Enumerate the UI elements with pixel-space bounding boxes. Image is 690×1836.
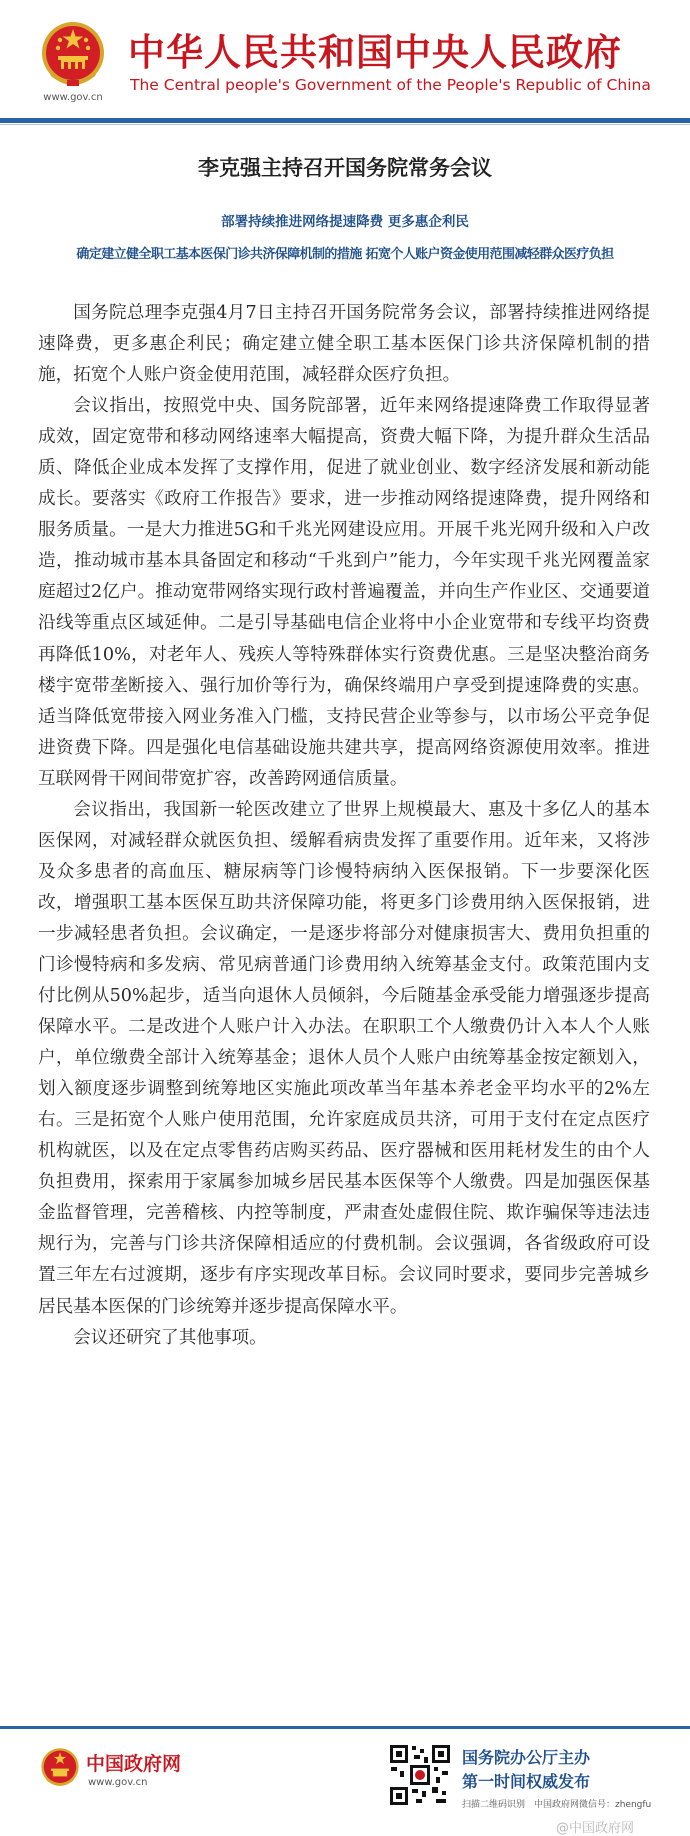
- site-header: [0, 0, 690, 118]
- qr-code-icon: [388, 1743, 452, 1807]
- watermark: @中国政府网: [556, 1821, 635, 1836]
- footer-site-name[interactable]: 中国政府网: [86, 1753, 182, 1775]
- footer-slogan-1: 国务院办公厅主办: [462, 1748, 591, 1767]
- site-title-en: The Central people's Government of the People's Republic of China: [130, 76, 651, 94]
- national-emblem-icon: [40, 1747, 80, 1789]
- footer-scan-note: 扫描二维码识别 中国政府网微信号：zhengfu: [462, 1800, 652, 1810]
- article-subtitle-2: 确定建立健全职工基本医保门诊共济保障机制的措施 拓宽个人账户资金使用范围减轻群众医疗负担: [76, 247, 614, 262]
- article-body: [38, 298, 650, 1354]
- header-divider: [0, 118, 690, 123]
- site-url[interactable]: www.gov.cn: [43, 92, 103, 103]
- site-footer: [0, 1729, 690, 1836]
- article-title: 李克强主持召开国务院常务会议: [198, 156, 492, 180]
- national-emblem-icon: [40, 20, 106, 90]
- article-subtitle-1: 部署持续推进网络提速降费 更多惠企利民: [221, 214, 469, 230]
- footer-site-url[interactable]: www.gov.cn: [88, 1777, 148, 1788]
- article-paragraph: 会议指出，按照党中央、国务院部署，近年来网络提速降费工作取得显著成效，固定宽带和移动网络速率大幅提高，资费大幅下降，为提升群众生活品质、降低企业成本发挥了支撑作用，促进了就业创业、数字经济发展和新动能成长。要落实《政府工作报告》要求，进一步推动网络提速降费，提升网络和服务质量。一是大力推进5G和千兆光网建设应用。开展千兆光网升级和入户改造，推动城市基本具备固定和移动“千兆到户”能力，今年实现千兆光网覆盖家庭超过2亿户。推动宽带网络实现行政村普遍覆盖，并向生产作业区、交通要道沿线等重点区域延伸。二是引导基础电信企业将中小企业宽带和专线平均资费再降低10%，对老年人、残疾人等特殊群体实行资费优惠。三是坚决整治商务楼宇宽带垄断接入、强行加价等行为，确保终端用户享受到提速降费的实惠。适当降低宽带接入网业务准入门槛，支持民营企业等参与，以市场公平竞争促进资费下降。四是强化电信基础设施共建共享，提高网络资源使用效率。推进互联网骨干网间带宽扩容，改善跨网通信质量。: [38, 396, 650, 789]
- footer-slogan-2: 第一时间权威发布: [462, 1772, 591, 1791]
- article-paragraph: 会议还研究了其他事项。: [73, 1327, 267, 1348]
- article-paragraph: 会议指出，我国新一轮医改建立了世界上规模最大、惠及十多亿人的基本医保网，对减轻群众就医负担、缓解看病贵发挥了重要作用。近年来，又将涉及众多患者的高血压、糖尿病等门诊慢特病纳入医保报销。下一步要深化医改，增强职工基本医保互助共济保障功能，将更多门诊费用纳入医保报销，进一步减轻患者负担。会议确定，一是逐步将部分对健康损害大、费用负担重的门诊慢特病和多发病、常见病普通门诊费用纳入统筹基金支付。政策范围内支付比例从50%起步，适当向退休人员倾斜，今后随基金承受能力增强逐步提高保障水平。二是改进个人账户计入办法。在职职工个人缴费仍计入本人个人账户，单位缴费全部计入统筹基金；退休人员个人账户由统筹基金按定额划入，划入额度逐步调整到统筹地区实施此项改革当年基本养老金平均水平的2%左右。三是拓宽个人账户使用范围，允许家庭成员共济，可用于支付在定点医疗机构就医，以及在定点零售药店购买药品、医疗器械和医用耗材发生的由个人负担费用，探索用于家属参加城乡居民基本医保等个人缴费。四是加强医保基金监督管理，完善稽核、内控等制度，严肃查处虚假住院、欺诈骗保等违法违规行为，完善与门诊共济保障相适应的付费机制。会议强调，各省级政府可设置三年左右过渡期，逐步有序实现改革目标。会议同时要求，要同步完善城乡居民基本医保的门诊统筹并逐步提高保障水平。: [38, 799, 650, 1317]
- article-paragraph: 国务院总理李克强4月7日主持召开国务院常务会议，部署持续推进网络提速降费，更多惠企利民；确定建立健全职工基本医保门诊共济保障机制的措施，拓宽个人账户资金使用范围，减轻群众医疗负担。: [38, 303, 650, 386]
- site-title-cn[interactable]: 中华人民共和国中央人民政府: [128, 31, 622, 74]
- header-divider-thin: [0, 124, 690, 125]
